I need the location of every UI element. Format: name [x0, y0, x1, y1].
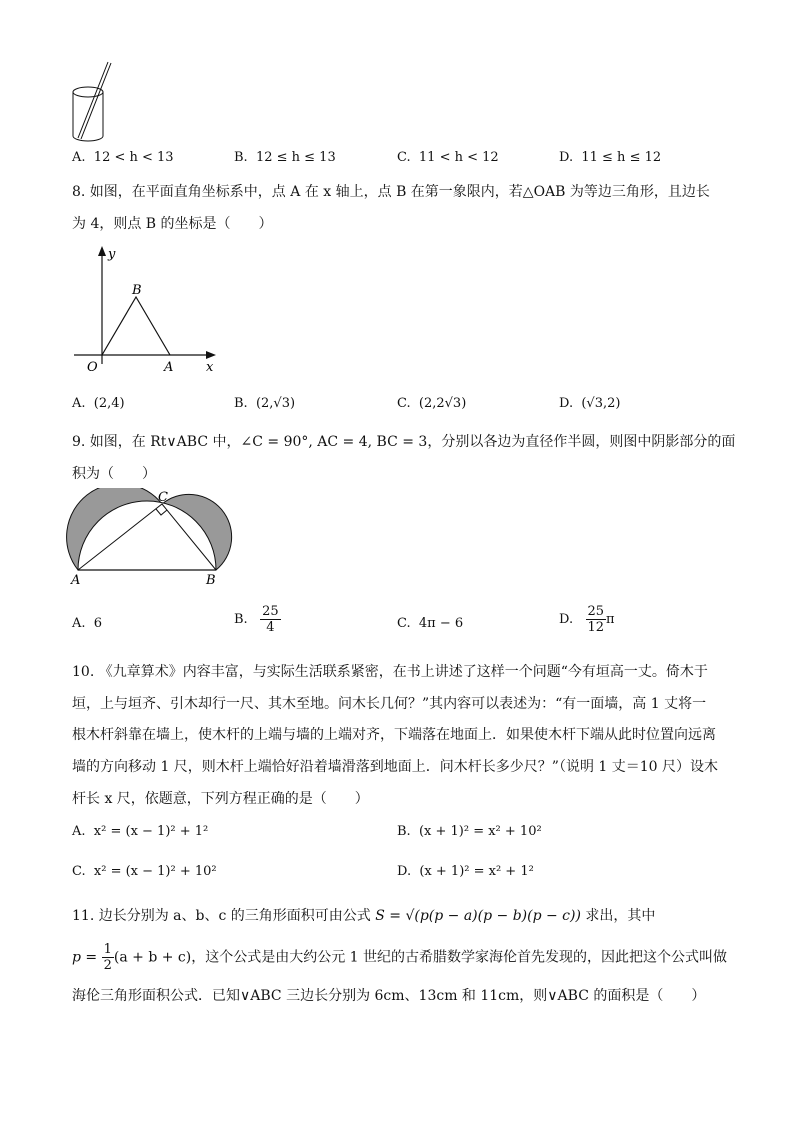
fraction: $\frac{25}{4}$	[262, 604, 279, 635]
y-axis-label: y	[108, 247, 116, 262]
q10-option-d[interactable]: D. (x + 1)² = x² + 1²	[397, 864, 534, 879]
q8-option-c[interactable]: C. (2,2√3)	[397, 396, 467, 411]
coordinate-figure	[70, 242, 220, 377]
point-b-label: B	[132, 283, 142, 298]
q8-stem-line2: 为 4，则点 B 的坐标是（ ）	[72, 216, 273, 232]
x-axis-label: x	[206, 360, 214, 375]
point-a-label: A	[164, 360, 174, 375]
origin-label: O	[87, 360, 98, 375]
semicircles-figure	[66, 488, 236, 588]
q8-option-b[interactable]: B. (2,√3)	[234, 396, 296, 411]
point-a-label: A	[71, 573, 81, 588]
q9-stem-line1: 9. 如图，在 Rt∨ABC 中，∠C = 90°, AC = 4, BC = 3，分别以各边为直径作半圆，则图中阴影部分的面	[72, 434, 736, 450]
q9-option-d[interactable]: D. $\frac{25}{12}$ π	[559, 604, 615, 635]
point-c-label: C	[158, 490, 168, 505]
fraction: $\frac{1}{2}$	[103, 942, 112, 973]
q10-stem-line1: 10. 《九章算术》内容丰富，与实际生活联系紧密，在书上讲述了这样一个问题“今有垣高一丈。倚木于	[72, 664, 708, 680]
q11-stem-line1: 11. 边长分别为 a、b、c 的三角形面积可由公式 S = √(p(p − a)(p − b)(p − c)) 求出，其中	[72, 908, 656, 924]
q8-option-d[interactable]: D. (√3,2)	[559, 396, 621, 411]
q7-option-d[interactable]: D. 11 ≤ h ≤ 12	[559, 150, 662, 165]
q7-option-c[interactable]: C. 11 < h < 12	[397, 150, 499, 165]
q8-option-a[interactable]: A. (2,4)	[72, 396, 125, 411]
point-b-label: B	[206, 573, 216, 588]
q10-option-b[interactable]: B. (x + 1)² = x² + 10²	[397, 824, 542, 839]
q9-stem-line2: 积为（ ）	[72, 466, 156, 482]
q9-option-c[interactable]: C. 4π − 6	[397, 616, 464, 631]
q10-stem-line2: 垣，上与垣齐、引木却行一尺、其木至地。问木长几何？”其内容可以表述为：“有一面墙，高 1 丈将一	[72, 696, 707, 712]
q10-option-c[interactable]: C. x² = (x − 1)² + 10²	[72, 864, 217, 879]
q7-option-a[interactable]: A. 12 < h < 13	[72, 150, 174, 165]
q10-option-a[interactable]: A. x² = (x − 1)² + 1²	[72, 824, 209, 839]
q10-stem-line5: 杆长 x 尺，依题意，下列方程正确的是（ ）	[72, 791, 369, 807]
q8-stem-line1: 8. 如图，在平面直角坐标系中，点 A 在 x 轴上，点 B 在第一象限内，若△OAB 为等边三角形，且边长	[72, 184, 710, 200]
heron-formula: S = √(p(p − a)(p − b)(p − c))	[375, 908, 581, 924]
q7-option-b[interactable]: B. 12 ≤ h ≤ 13	[234, 150, 336, 165]
q10-stem-line4: 墙的方向移动 1 尺，则木杆上端恰好沿着墙滑落到地面上．问木杆长多少尺？”（说明 1 丈＝10 尺）设木	[72, 759, 719, 775]
q9-option-b[interactable]: B. $\frac{25}{4}$	[234, 604, 279, 635]
cylinder-straw-figure	[66, 58, 116, 144]
q9-option-a[interactable]: A. 6	[72, 616, 103, 631]
q11-stem-line3: 海伦三角形面积公式．已知∨ABC 三边长分别为 6cm、13cm 和 11cm，则∨ABC 的面积是（ ）	[72, 988, 706, 1004]
q11-stem-line2: p = $\frac{1}{2}$ (a + b + c)，这个公式是由大约公元 1 世纪的古希腊数学家海伦首先发现的，因此把这个公式叫做	[72, 942, 728, 973]
q10-stem-line3: 根木杆斜靠在墙上，使木杆的上端与墙的上端对齐，下端落在地面上．如果使木杆下端从此时位置向远离	[72, 727, 716, 743]
fraction: $\frac{25}{12}$	[587, 604, 605, 635]
